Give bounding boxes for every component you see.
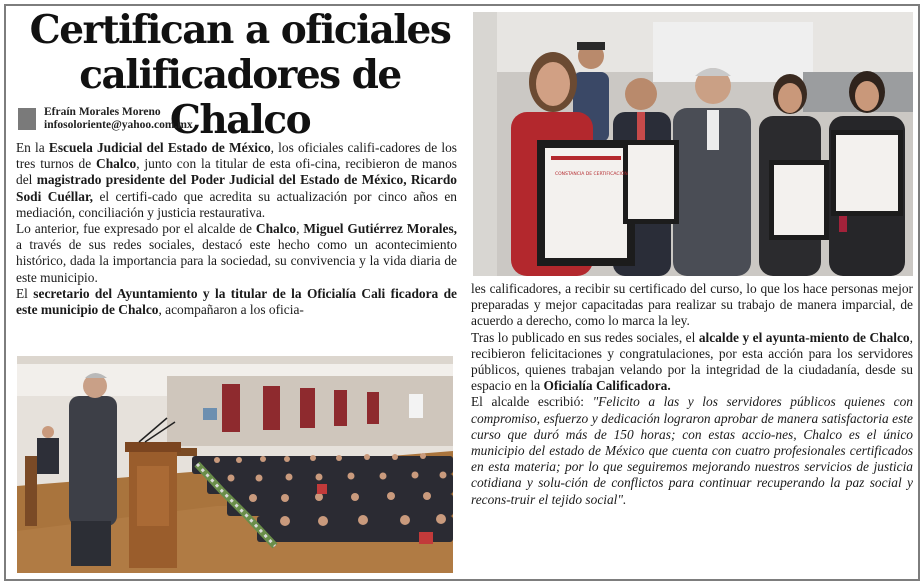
author-email: infosoloriente@yahoo.com.mx <box>44 119 193 131</box>
author-name: Efraín Morales Moreno <box>44 106 161 118</box>
paragraph-1: En la Escuela Judicial del Estado de México, los oficiales califi-cadores de los tres turnos de Chalco, junto con la titular de esta ofi-cina, recibieron de manos del magistrado presidente del Poder Judicial del Estado de México, Ricardo Sodi Cuéllar, el certifi-cado que acredita su actualización por cinco años en mediación, conciliación y justicia restaurativa. <box>16 140 457 220</box>
article-column-left <box>16 140 457 318</box>
headline-line-2: calificadores de Chalco <box>79 52 401 143</box>
paragraph-2: Lo anterior, fue expresado por el alcalde de Chalco, Miguel Gutiérrez Morales, a través de sus redes sociales, destacó este hecho como un acontecimiento histórico, dada la importancia para la sociedad, su convivencia y la vida diaria de este municipio. <box>16 221 458 285</box>
auditorium-photo <box>17 356 453 573</box>
paragraph-3: El secretario del Ayuntamiento y la titular de la Oficialía Cali ficadora de este municipio de Chalco, acompañaron a los oficia- <box>16 285 457 318</box>
headline-line-1: Certifican a oficiales <box>29 7 451 53</box>
paragraph-6: El alcalde escribió: "Felicito a las y los servidores públicos quienes con compromiso, esfuerzo y dedicación lograron aprobar de manera satisfactoria este curso que duró más de 150 horas; con estas accio-nes, Chalco es el único municipio del estado de México que cuenta con cuatro profesionales certificados en esta materia; por lo que seguiremos mejorando nuestros servicios de justicia cotidiana y solu-ción de conflictos para continuar recuperando la paz social y recons-truir el tejido social". <box>471 394 913 507</box>
byline <box>18 106 278 132</box>
byline-marker <box>18 108 36 130</box>
certificates-photo <box>473 12 913 276</box>
certificate-title: CONSTANCIA DE CERTIFICACIÓN <box>555 172 628 177</box>
paragraph-4: les calificadores, a recibir su certificado del curso, lo que los hace personas mejor preparadas y mejor capacitadas para realizar su trabajo de manera imparcial, de acuerdo a derecho, como lo marca la ley. <box>471 281 913 329</box>
paragraph-5: Tras lo publicado en sus redes sociales, el alcalde y el ayunta-miento de Chalco, recibieron felicitaciones y congratulaciones, por esta acción para los servidores públicos, quienes trabajan velando por la integridad de la ciudadanía, desde su espacio en la Oficialía Calificadora. <box>471 329 913 394</box>
article-column-right <box>471 281 913 508</box>
byline-text <box>44 106 193 132</box>
